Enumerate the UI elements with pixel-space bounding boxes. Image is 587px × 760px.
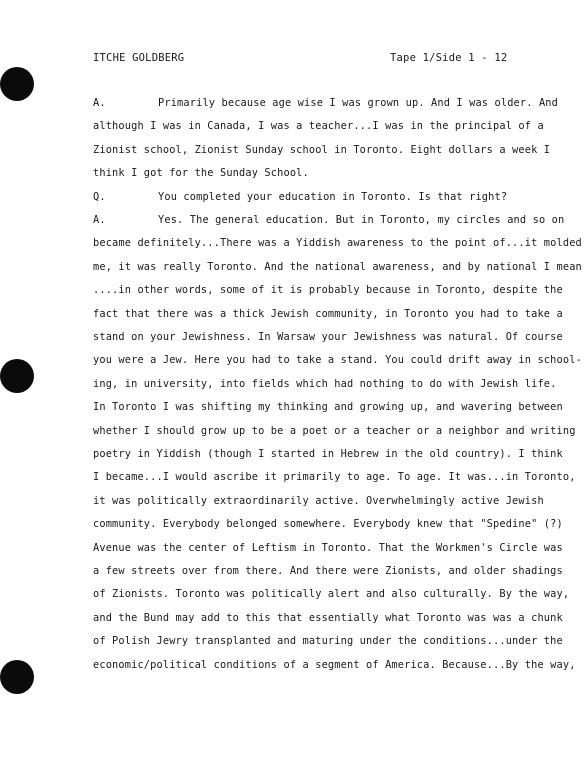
- transcript-text: ....in other words, some of it is probably because in Toronto, despite the: [93, 284, 563, 297]
- transcript-line: [93, 167, 309, 179]
- transcript-line: [93, 542, 563, 554]
- transcript-line: [93, 471, 576, 483]
- transcript-text: ing, in university, into fields which had nothing to do with Jewish life.: [93, 377, 557, 390]
- binder-hole-top: [0, 67, 34, 101]
- transcript-text: me, it was really Toronto. And the national awareness, and by national I mean: [93, 260, 582, 273]
- transcript-text: it was politically extraordinarily active. Overwhelmingly active Jewish: [93, 494, 544, 507]
- header-interviewee-name: ITCHE GOLDBERG: [93, 52, 185, 64]
- speaker-label: Q.: [93, 190, 106, 203]
- transcript-text: and the Bund may add to this that essentially what Toronto was was a chunk: [93, 611, 563, 624]
- transcript-text: economic/political conditions of a segment of America. Because...By the way,: [93, 658, 576, 671]
- transcript-line: [93, 308, 563, 320]
- transcript-line: [93, 331, 563, 343]
- transcript-line: [93, 518, 563, 530]
- transcript-line: [93, 354, 582, 366]
- transcript-line: [93, 120, 544, 132]
- transcript-text: Zionist school, Zionist Sunday school in Toronto. Eight dollars a week I: [93, 143, 551, 156]
- transcript-text: I became...I would ascribe it primarily to age. To age. It was...in Toronto,: [93, 471, 576, 484]
- transcript-text: became definitely...There was a Yiddish awareness to the point of...it molded: [93, 237, 582, 250]
- transcript-text: Avenue was the center of Leftism in Toronto. That the Workmen's Circle was: [93, 541, 563, 554]
- transcript-line: [93, 97, 558, 109]
- transcript-text: whether I should grow up to be a poet or a teacher or a neighbor and writing: [93, 424, 576, 437]
- transcript-text: poetry in Yiddish (though I started in Hebrew in the old country). I think: [93, 448, 563, 460]
- transcript-line: [93, 659, 576, 671]
- transcript-text: Yes. The general education. But in Toronto, my circles and so on: [158, 214, 565, 226]
- transcript-line: [93, 214, 564, 226]
- transcript-text: In Toronto I was shifting my thinking and growing up, and wavering between: [93, 401, 563, 414]
- header-tape-reference: Tape 1/Side 1 - 12: [390, 52, 508, 64]
- transcript-line: [93, 284, 563, 296]
- transcript-line: [93, 401, 563, 413]
- transcript-line: [93, 144, 550, 156]
- transcript-text: think I got for the Sunday School.: [93, 167, 309, 180]
- transcript-line: [93, 448, 563, 460]
- transcript-text: community. Everybody belonged somewhere. Everybody knew that "Spedine" (?): [93, 518, 563, 531]
- speaker-label: A.: [93, 214, 106, 226]
- transcript-text: a few streets over from there. And there were Zionists, and older shadings: [93, 565, 563, 577]
- binder-hole-middle: [0, 359, 34, 393]
- transcript-line: [93, 612, 563, 624]
- transcript-line: [93, 261, 582, 273]
- transcript-text: you were a Jew. Here you had to take a stand. You could drift away in school-: [93, 354, 582, 367]
- transcript-line: [93, 495, 544, 507]
- transcript-text: although I was in Canada, I was a teacher...I was in the principal of a: [93, 120, 544, 133]
- transcript-line: [93, 635, 563, 647]
- transcript-text: of Zionists. Toronto was politically alert and also culturally. By the way,: [93, 588, 570, 601]
- transcript-text: Primarily because age wise I was grown up. And I was older. And: [158, 97, 559, 109]
- transcript-line: [93, 237, 582, 249]
- transcript-text: of Polish Jewry transplanted and maturing under the conditions...under the: [93, 635, 563, 648]
- binder-hole-bottom: [0, 660, 34, 694]
- transcript-text: stand on your Jewishness. In Warsaw your Jewishness was natural. Of course: [93, 331, 563, 343]
- speaker-label: A.: [93, 97, 106, 109]
- transcript-line: [93, 565, 563, 577]
- transcript-text: You completed your education in Toronto. Is that right?: [158, 190, 508, 203]
- transcript-line: [93, 425, 576, 437]
- transcript-text: fact that there was a thick Jewish community, in Toronto you had to take a: [93, 307, 563, 320]
- transcript-line: [93, 191, 507, 203]
- transcript-line: [93, 378, 557, 390]
- transcript-line: [93, 588, 569, 600]
